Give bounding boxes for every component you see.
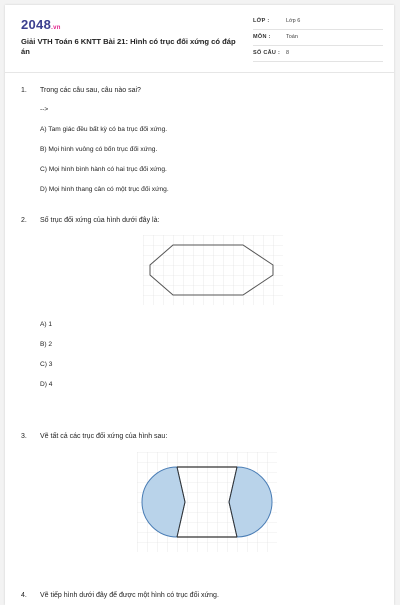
- meta-socau: [253, 49, 383, 62]
- question-4-number: 4.: [21, 592, 27, 599]
- worksheet-page: [5, 5, 394, 605]
- question-1-arrow: -->: [40, 106, 49, 113]
- meta-lop: [253, 17, 383, 30]
- question-2-number: 2.: [21, 217, 27, 224]
- question-1-option-c[interactable]: C) Mọi hình bình hành có hai trục đối xứng.: [40, 166, 167, 173]
- question-2-option-c[interactable]: C) 3: [40, 361, 53, 368]
- site-logo[interactable]: [21, 17, 61, 32]
- question-2-text: Số trục đối xứng của hình dưới đây là:: [40, 217, 160, 224]
- meta-socau-value: 8: [286, 50, 290, 56]
- header-divider: [5, 72, 394, 73]
- question-3-number: 3.: [21, 433, 27, 440]
- question-1-text: Trong các câu sau, câu nào sai?: [40, 87, 141, 94]
- question-2-option-d[interactable]: D) 4: [40, 381, 53, 388]
- question-2-option-b[interactable]: B) 2: [40, 341, 53, 348]
- question-1-number: 1.: [21, 87, 27, 94]
- meta-mon-value: Toán: [286, 34, 298, 40]
- meta-lop-label: LỚP :: [253, 18, 270, 24]
- meta-mon: [253, 33, 383, 46]
- question-3-figure: [137, 452, 277, 552]
- logo-suffix: .vn: [51, 25, 61, 31]
- question-3-text: Vẽ tất cả các trục đối xứng của hình sau:: [40, 433, 168, 440]
- question-2-option-a[interactable]: A) 1: [40, 321, 53, 328]
- question-2-octagon-figure: [143, 235, 283, 305]
- meta-socau-label: SỐ CÂU :: [253, 50, 281, 56]
- meta-lop-value: Lớp 6: [286, 18, 301, 24]
- question-1-option-d[interactable]: D) Mọi hình thang cân có một trục đối xứng.: [40, 186, 169, 193]
- document-title: Giải VTH Toán 6 KNTT Bài 21: Hình có trục đối xứng có đáp án: [21, 37, 236, 56]
- logo-main: 2048: [21, 17, 52, 32]
- question-1-option-a[interactable]: A) Tam giác đều bất kỳ có ba trục đối xứng.: [40, 126, 168, 133]
- question-1-option-b[interactable]: B) Mọi hình vuông có bốn trục đối xứng.: [40, 146, 158, 153]
- question-4-text: Vẽ tiếp hình dưới đây để được một hình có trục đối xứng.: [40, 592, 219, 599]
- meta-mon-label: MÔN :: [253, 34, 271, 40]
